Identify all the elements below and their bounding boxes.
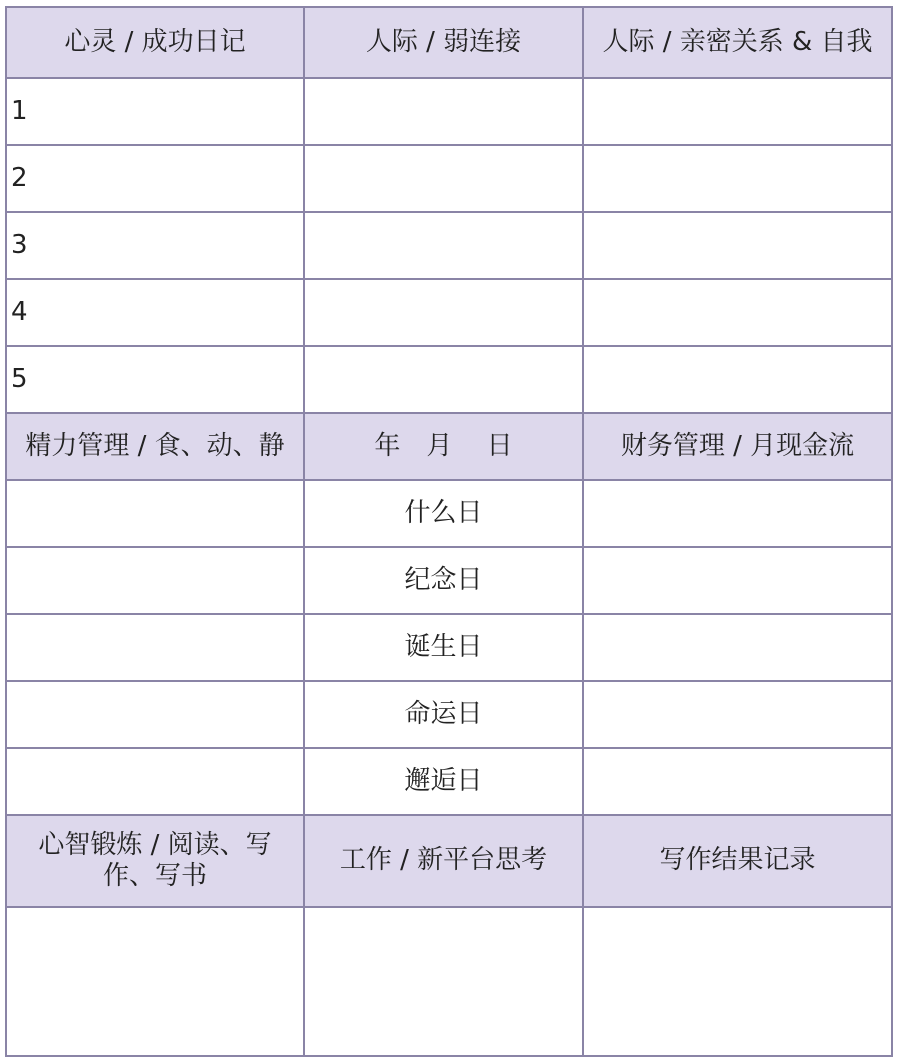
finance-cell-5[interactable] [584,749,891,814]
row-number-4: 4 [7,280,303,345]
finance-cell-3[interactable] [584,615,891,680]
intimate-cell-5[interactable] [584,347,891,412]
header-mind-training: 心智锻炼 / 阅读、写作、写书 [7,816,303,906]
weak-ties-cell-3[interactable] [305,213,582,278]
energy-cell-5[interactable] [7,749,303,814]
header-weak-ties: 人际 / 弱连接 [305,8,582,77]
finance-cell-4[interactable] [584,682,891,747]
intimate-cell-2[interactable] [584,146,891,211]
energy-cell-3[interactable] [7,615,303,680]
planner-table [5,6,893,1057]
intimate-cell-1[interactable] [584,79,891,144]
work-thinking-area[interactable] [305,908,582,1055]
day-type-label: 命运日 [305,682,582,747]
energy-cell-2[interactable] [7,548,303,613]
weak-ties-cell-4[interactable] [305,280,582,345]
row-number-5: 5 [7,347,303,412]
energy-cell-1[interactable] [7,481,303,546]
header-mind-success-journal: 心灵 / 成功日记 [7,8,303,77]
header-intimate-relations-self: 人际 / 亲密关系 & 自我 [584,8,891,77]
header-writing-results: 写作结果记录 [584,816,891,906]
mind-training-area[interactable] [7,908,303,1055]
header-work-new-platform: 工作 / 新平台思考 [305,816,582,906]
row-number-2: 2 [7,146,303,211]
header-date: 年 月 日 [305,414,582,479]
day-type-label: 诞生日 [305,615,582,680]
weak-ties-cell-2[interactable] [305,146,582,211]
writing-results-area[interactable] [584,908,891,1055]
day-type-label: 邂逅日 [305,749,582,814]
day-type-label: 纪念日 [305,548,582,613]
header-finance-management: 财务管理 / 月现金流 [584,414,891,479]
finance-cell-1[interactable] [584,481,891,546]
header-energy-management: 精力管理 / 食、动、静 [7,414,303,479]
row-number-1: 1 [7,79,303,144]
day-type-label: 什么日 [305,481,582,546]
finance-cell-2[interactable] [584,548,891,613]
row-number-3: 3 [7,213,303,278]
weak-ties-cell-1[interactable] [305,79,582,144]
weak-ties-cell-5[interactable] [305,347,582,412]
intimate-cell-3[interactable] [584,213,891,278]
energy-cell-4[interactable] [7,682,303,747]
intimate-cell-4[interactable] [584,280,891,345]
